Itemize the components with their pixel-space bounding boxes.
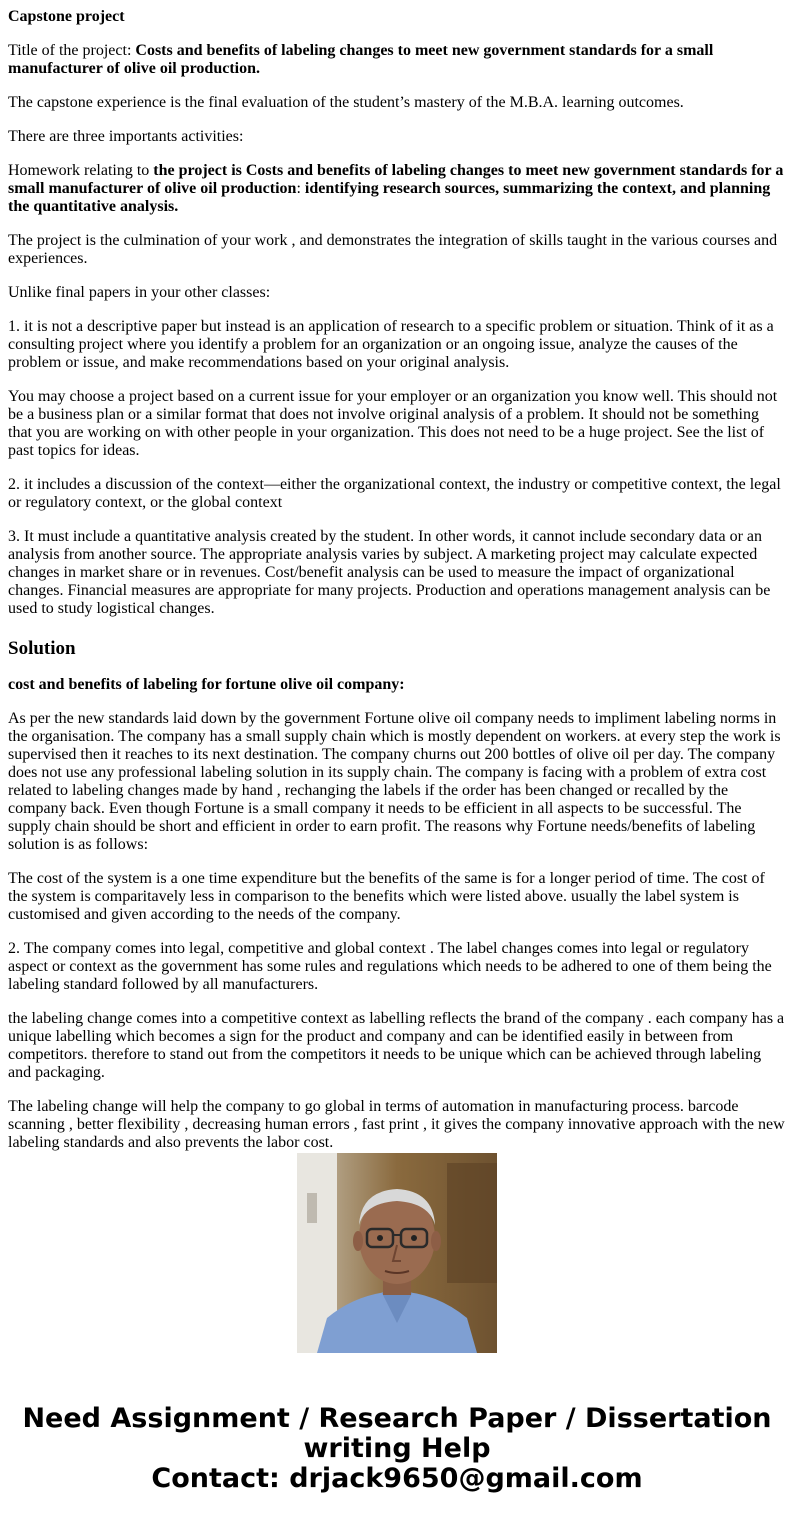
project-title: Title of the project: Costs and benefits of labeling changes to meet new government standards for a small manufacturer of olive oil production.	[8, 42, 714, 77]
paragraph: 1. it is not a descriptive paper but instead is an application of research to a specific problem or situation. Think of it as a consulting project where you identify a problem for an organization or an ongoing issue, analyze the causes of the problem or issue, and make recommendations based on your original analysis.	[8, 318, 774, 371]
paragraph: 3. It must include a quantitative analysis created by the student. In other words, it cannot include secondary data or an analysis from another source. The appropriate analysis varies by subject. A marketing project may calculate expected changes in market share or in revenues. Cost/benefit analysis can be used to measure the impact of organizational changes. Financial measures are appropriate for many projects. Production and operations management analysis can be used to study logistical changes.	[8, 528, 771, 617]
paragraph: 2. The company comes into legal, competitive and global context . The label changes comes into legal or regulatory aspect or context as the government has some rules and regulations which needs to be adhered to one of them being the labeling standard followed by all manufacturers.	[8, 940, 772, 993]
paragraph: The cost of the system is a one time expenditure but the benefits of the same is for a longer period of time. The cost of the system is comparitavely less in comparison to the benefits which were listed above. usually the label system is customised and given according to the needs of the company.	[8, 870, 765, 923]
author-photo	[297, 1153, 497, 1353]
document-body	[8, 0, 786, 1151]
paragraph: The labeling change will help the company to go global in terms of automation in manufacturing process. barcode scanning , better flexibility , decreasing human errors , fast print , it gives the company innovative approach with the new labeling standards and also prevents the labor cost.	[8, 1098, 785, 1151]
document-heading: Capstone project	[8, 8, 125, 25]
homework-paragraph: Homework relating to the project is Costs and benefits of labeling changes to meet new government standards for a small manufacturer of olive oil production: identifying research sources, summarizing the context, and planning the quantitative analysis.	[8, 162, 784, 215]
contact-banner	[0, 1404, 794, 1494]
banner-line: Need Assignment / Research Paper / Dissertation	[22, 1403, 772, 1434]
paragraph: The capstone experience is the final evaluation of the student’s mastery of the M.B.A. learning outcomes.	[8, 94, 684, 111]
paragraph: As per the new standards laid down by the government Fortune olive oil company needs to impliment labeling norms in the organisation. The company has a small supply chain which is mostly dependent on workers. at every step the work is supervised then it reaches to its next destination. The company churns out 200 bottles of olive oil per day. The company does not use any professional labeling solution in its supply chain. The company is facing with a problem of extra cost related to labeling changes made by hand , rechanging the labels if the order has been changed or recalled by the company back. Even though Fortune is a small company it needs to be efficient in all aspects to be successful. The supply chain should be short and efficient in order to earn profit. The reasons why Fortune needs/benefits of labeling solution is as follows:	[8, 710, 781, 853]
solution-heading: Solution	[8, 638, 76, 659]
contact-email: Contact: drjack9650@gmail.com	[151, 1463, 643, 1494]
paragraph: the labeling change comes into a competitive context as labelling reflects the brand of the company . each company has a unique labelling which becomes a sign for the product and company and can be identified easily in between from competitors. therefore to stand out from the competitors it needs to be unique which can be achieved through labeling and packaging.	[8, 1010, 785, 1081]
paragraph: You may choose a project based on a current issue for your employer or an organization you know well. This should not be a business plan or a similar format that does not involve original analysis of a problem. It should not be something that you are working on with other people in your organization. This does not need to be a huge project. See the list of past topics for ideas.	[8, 388, 778, 459]
paragraph: 2. it includes a discussion of the context—either the organizational context, the industry or competitive context, the legal or regulatory context, or the global context	[8, 476, 781, 511]
paragraph: The project is the culmination of your work , and demonstrates the integration of skills taught in the various courses and experiences.	[8, 232, 778, 267]
paragraph: Unlike final papers in your other classes:	[8, 284, 271, 301]
person-portrait-icon	[297, 1153, 497, 1353]
banner-line: writing Help	[303, 1433, 491, 1464]
solution-subheading: cost and benefits of labeling for fortune olive oil company:	[8, 676, 405, 693]
paragraph: There are three importants activities:	[8, 128, 244, 145]
